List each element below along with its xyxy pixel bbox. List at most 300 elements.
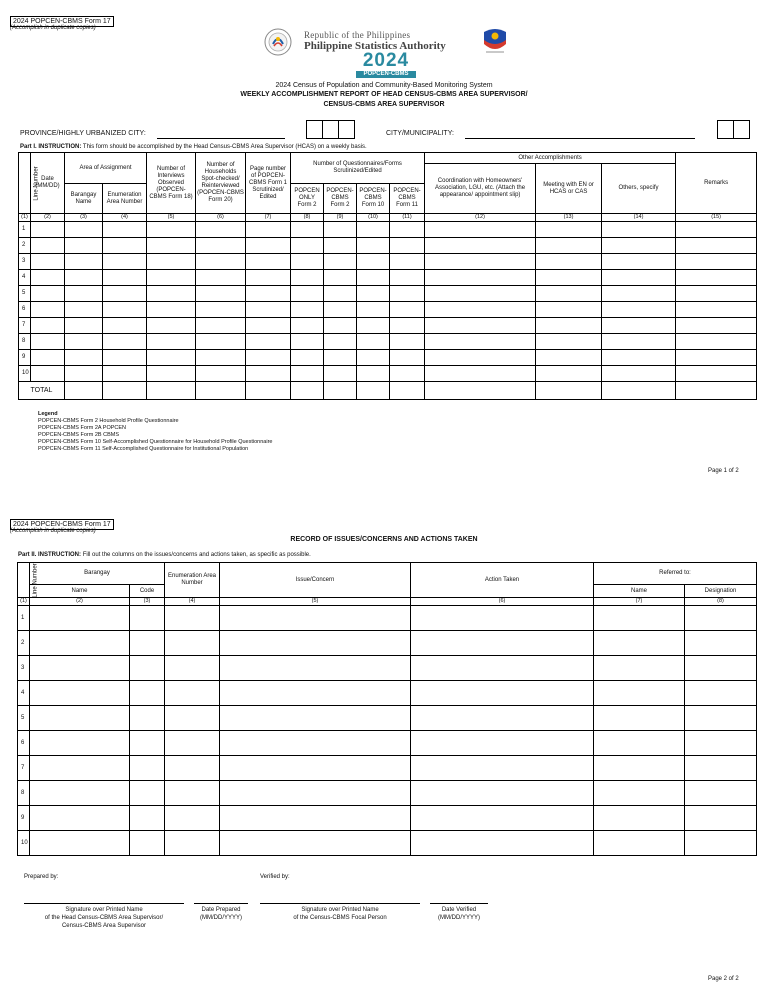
table-cell[interactable] [196, 366, 246, 382]
table-cell[interactable] [291, 350, 324, 366]
table-cell[interactable] [130, 681, 165, 706]
table-cell[interactable] [594, 806, 685, 831]
col-num: (10) [357, 214, 390, 222]
table-cell[interactable] [411, 831, 594, 856]
table-cell[interactable] [390, 318, 425, 334]
table-cell[interactable] [103, 238, 147, 254]
col-referred-to: Referred to: [594, 563, 757, 585]
table-cell[interactable] [147, 334, 196, 350]
table-cell[interactable] [30, 631, 130, 656]
table-cell[interactable] [357, 238, 390, 254]
table-cell[interactable] [65, 318, 103, 334]
table-cell[interactable] [324, 238, 357, 254]
table-cell[interactable] [324, 318, 357, 334]
table-cell[interactable] [411, 706, 594, 731]
table-cell[interactable] [220, 731, 411, 756]
table-cell[interactable] [246, 318, 291, 334]
table-cell[interactable] [676, 222, 757, 238]
table-cell[interactable] [196, 334, 246, 350]
table-cell[interactable] [147, 350, 196, 366]
table-cell[interactable] [165, 831, 220, 856]
table-cell[interactable] [536, 270, 602, 286]
table-cell[interactable] [425, 334, 536, 350]
col-ea-number: Enumeration Area Number [165, 563, 220, 598]
table-cell[interactable] [147, 222, 196, 238]
table-cell[interactable] [130, 631, 165, 656]
table-cell[interactable] [676, 334, 757, 350]
issues-concerns-table [17, 562, 757, 856]
legend-item: POPCEN-CBMS Form 2 Household Profile Questionnaire [38, 418, 179, 424]
table-cell[interactable] [165, 606, 220, 631]
table-cell[interactable] [602, 286, 676, 302]
table-cell[interactable] [411, 731, 594, 756]
date-verified-line[interactable] [430, 903, 488, 904]
table-row [19, 222, 757, 238]
table-cell[interactable] [324, 334, 357, 350]
table-cell[interactable] [103, 366, 147, 382]
table-cell[interactable] [31, 254, 65, 270]
total-label: TOTAL [19, 382, 65, 400]
table-cell[interactable] [246, 382, 291, 400]
table-cell[interactable] [324, 350, 357, 366]
popcen-logo-text: POPCEN-CBMS [356, 71, 416, 78]
city-label: CITY/MUNICIPALITY: [386, 130, 454, 137]
table-cell[interactable] [324, 366, 357, 382]
table-cell[interactable] [425, 222, 536, 238]
table-cell[interactable] [324, 286, 357, 302]
table-cell[interactable] [425, 302, 536, 318]
table-cell[interactable] [685, 606, 757, 631]
table-cell[interactable] [594, 756, 685, 781]
table-cell[interactable] [291, 222, 324, 238]
table-cell[interactable] [390, 254, 425, 270]
table-cell[interactable] [65, 350, 103, 366]
line-number: 2 [18, 631, 30, 656]
table-cell[interactable] [246, 350, 291, 366]
table-cell[interactable] [390, 286, 425, 302]
line-number: 9 [18, 806, 30, 831]
table-cell[interactable] [685, 831, 757, 856]
col-area-of-assignment: Area of Assignment [65, 153, 147, 184]
table-cell[interactable] [676, 286, 757, 302]
table-cell[interactable] [390, 382, 425, 400]
province-code-box-1[interactable] [306, 120, 323, 139]
table-cell[interactable] [357, 350, 390, 366]
table-cell[interactable] [411, 756, 594, 781]
table-cell[interactable] [165, 656, 220, 681]
table-cell[interactable] [602, 270, 676, 286]
table-cell[interactable] [425, 238, 536, 254]
table-cell[interactable] [291, 334, 324, 350]
col-num: (11) [390, 214, 425, 222]
table-cell[interactable] [31, 238, 65, 254]
table-cell[interactable] [65, 334, 103, 350]
table-cell[interactable] [291, 366, 324, 382]
table-cell[interactable] [676, 270, 757, 286]
table-cell[interactable] [676, 302, 757, 318]
preparer-signature-caption [14, 906, 194, 930]
table-cell[interactable] [685, 806, 757, 831]
table-cell[interactable] [390, 350, 425, 366]
table-cell[interactable] [390, 238, 425, 254]
table-cell[interactable] [685, 631, 757, 656]
table-cell[interactable] [602, 366, 676, 382]
caption-line: Signature over Printed Name [65, 907, 143, 913]
table-cell[interactable] [357, 318, 390, 334]
table-cell[interactable] [30, 731, 130, 756]
table-cell[interactable] [536, 334, 602, 350]
table-cell[interactable] [65, 382, 103, 400]
table-cell[interactable] [594, 656, 685, 681]
table-cell[interactable] [536, 238, 602, 254]
table-cell[interactable] [291, 286, 324, 302]
table-cell[interactable] [147, 286, 196, 302]
table-cell[interactable] [536, 382, 602, 400]
table-cell[interactable] [196, 302, 246, 318]
table-cell[interactable] [602, 254, 676, 270]
table-cell[interactable] [30, 706, 130, 731]
table-cell[interactable] [220, 756, 411, 781]
table-cell[interactable] [31, 350, 65, 366]
table-cell[interactable] [685, 706, 757, 731]
table-cell[interactable] [676, 382, 757, 400]
table-cell[interactable] [324, 254, 357, 270]
table-cell[interactable] [411, 606, 594, 631]
line-number: 10 [18, 831, 30, 856]
table-cell[interactable] [676, 366, 757, 382]
table-cell[interactable] [246, 238, 291, 254]
table-cell[interactable] [536, 318, 602, 334]
table-cell[interactable] [425, 270, 536, 286]
table-cell[interactable] [130, 656, 165, 681]
table-cell[interactable] [594, 706, 685, 731]
table-cell[interactable] [291, 270, 324, 286]
table-cell[interactable] [103, 270, 147, 286]
line-number: 8 [19, 334, 31, 350]
table-cell[interactable] [357, 222, 390, 238]
table-cell[interactable] [602, 222, 676, 238]
table-cell[interactable] [30, 831, 130, 856]
table-cell[interactable] [165, 731, 220, 756]
table-cell[interactable] [685, 781, 757, 806]
report-title-line2: CENSUS-CBMS AREA SUPERVISOR [323, 101, 445, 108]
signature-line-preparer[interactable] [24, 903, 184, 904]
table-cell[interactable] [147, 382, 196, 400]
table-cell[interactable] [390, 222, 425, 238]
table-cell[interactable] [676, 318, 757, 334]
table-cell[interactable] [425, 366, 536, 382]
signature-line-verifier[interactable] [260, 903, 420, 904]
table-cell[interactable] [536, 286, 602, 302]
caption-line: (MM/DD/YYYY) [200, 915, 242, 921]
table-cell[interactable] [165, 756, 220, 781]
table-cell[interactable] [103, 334, 147, 350]
col-others-specify: Others, specify [602, 164, 676, 214]
table-cell[interactable] [103, 318, 147, 334]
table-cell[interactable] [390, 366, 425, 382]
table-cell[interactable] [411, 806, 594, 831]
table-cell[interactable] [65, 366, 103, 382]
col-page-number: Page number of POPCEN-CBMS Form 1 Scrutinized/ Edited [246, 153, 291, 214]
table-cell[interactable] [103, 302, 147, 318]
table-cell[interactable] [220, 706, 411, 731]
table-cell[interactable] [30, 781, 130, 806]
table-cell[interactable] [31, 302, 65, 318]
table-cell[interactable] [220, 806, 411, 831]
table-cell[interactable] [196, 238, 246, 254]
table-cell[interactable] [30, 656, 130, 681]
table-cell[interactable] [130, 706, 165, 731]
table-cell[interactable] [165, 631, 220, 656]
table-cell[interactable] [31, 366, 65, 382]
table-cell[interactable] [31, 270, 65, 286]
table-cell[interactable] [357, 366, 390, 382]
line-number: 3 [19, 254, 31, 270]
table-cell[interactable] [536, 254, 602, 270]
col-line-number: Line Number [18, 563, 30, 598]
table-cell[interactable] [130, 606, 165, 631]
table-cell[interactable] [357, 254, 390, 270]
province-code-box-2[interactable] [322, 120, 339, 139]
table-cell[interactable] [220, 781, 411, 806]
table-cell[interactable] [324, 302, 357, 318]
table-cell[interactable] [425, 382, 536, 400]
table-cell[interactable] [30, 806, 130, 831]
table-cell[interactable] [196, 222, 246, 238]
table-cell[interactable] [196, 286, 246, 302]
table-cell[interactable] [65, 302, 103, 318]
caption-line: Date Verified [441, 907, 477, 913]
city-field[interactable] [465, 138, 695, 139]
city-code-box-1[interactable] [717, 120, 734, 139]
caption-line: Signature over Printed Name [301, 907, 379, 913]
table-cell[interactable] [685, 656, 757, 681]
table-cell[interactable] [536, 222, 602, 238]
table-cell[interactable] [602, 302, 676, 318]
table-cell[interactable] [291, 318, 324, 334]
table-cell[interactable] [357, 382, 390, 400]
table-cell[interactable] [676, 254, 757, 270]
table-cell[interactable] [246, 254, 291, 270]
table-cell[interactable] [130, 781, 165, 806]
table-cell[interactable] [676, 350, 757, 366]
table-row [19, 334, 757, 350]
table-cell[interactable] [685, 681, 757, 706]
col-num: (3) [65, 214, 103, 222]
col-popcen-only-form2: POPCEN ONLY Form 2 [291, 184, 324, 214]
caption-line: of the Census-CBMS Focal Person [293, 915, 387, 921]
table-cell[interactable] [411, 781, 594, 806]
col-coordination: Coordination with Homeowners' Association, LGU, etc. (Attach the appearance/ appointment slip) [425, 164, 536, 214]
date-prepared-line[interactable] [194, 903, 248, 904]
page-number-1: Page 1 of 2 [708, 468, 739, 474]
table-cell[interactable] [196, 270, 246, 286]
col-num: (1) [18, 598, 30, 606]
table-cell[interactable] [357, 334, 390, 350]
table-cell[interactable] [220, 831, 411, 856]
table-cell[interactable] [594, 731, 685, 756]
table-cell[interactable] [411, 656, 594, 681]
table-cell[interactable] [220, 681, 411, 706]
table-cell[interactable] [291, 238, 324, 254]
col-num: (13) [536, 214, 602, 222]
republic-label: Republic of the Philippines [304, 30, 411, 40]
table-cell[interactable] [602, 334, 676, 350]
part2-instruction-label: Part II. INSTRUCTION: [18, 552, 82, 558]
table-cell[interactable] [196, 350, 246, 366]
table-cell[interactable] [536, 366, 602, 382]
table-cell[interactable] [130, 731, 165, 756]
col-barangay-code: Code [130, 585, 165, 598]
table-cell[interactable] [130, 756, 165, 781]
col-num: (15) [676, 214, 757, 222]
table-cell[interactable] [147, 318, 196, 334]
form-note: (Accomplish in duplicate copies) [10, 25, 96, 31]
date-prepared-caption [186, 906, 256, 922]
line-number: 9 [19, 350, 31, 366]
table-cell[interactable] [390, 302, 425, 318]
agency-name: Philippine Statistics Authority [304, 40, 446, 52]
table-cell[interactable] [31, 318, 65, 334]
table-cell[interactable] [65, 270, 103, 286]
table-cell[interactable] [676, 238, 757, 254]
table-row [19, 286, 757, 302]
issues-title: RECORD OF ISSUES/CONCERNS AND ACTIONS TAKEN [290, 536, 478, 543]
table-cell[interactable] [65, 286, 103, 302]
table-cell[interactable] [425, 286, 536, 302]
table-cell[interactable] [536, 350, 602, 366]
table-cell[interactable] [65, 238, 103, 254]
col-num: (6) [411, 598, 594, 606]
province-code-box-3[interactable] [338, 120, 355, 139]
table-cell[interactable] [425, 254, 536, 270]
table-cell[interactable] [324, 222, 357, 238]
table-cell[interactable] [246, 334, 291, 350]
province-field[interactable] [157, 138, 285, 139]
table-cell[interactable] [196, 382, 246, 400]
table-cell[interactable] [165, 706, 220, 731]
table-row [19, 270, 757, 286]
col-action-taken: Action Taken [411, 563, 594, 598]
line-number: 10 [19, 366, 31, 382]
table-cell[interactable] [246, 366, 291, 382]
line-number: 1 [18, 606, 30, 631]
table-cell[interactable] [602, 350, 676, 366]
table-cell[interactable] [130, 831, 165, 856]
table-cell[interactable] [324, 382, 357, 400]
col-barangay-name: Name [30, 585, 130, 598]
part2-instruction [18, 552, 311, 558]
table-cell[interactable] [425, 350, 536, 366]
table-cell[interactable] [602, 318, 676, 334]
table-row [19, 350, 757, 366]
table-row [18, 731, 757, 756]
table-cell[interactable] [357, 286, 390, 302]
table-cell[interactable] [390, 270, 425, 286]
table-cell[interactable] [246, 302, 291, 318]
table-cell[interactable] [130, 806, 165, 831]
table-cell[interactable] [103, 222, 147, 238]
table-cell[interactable] [594, 781, 685, 806]
table-cell[interactable] [103, 350, 147, 366]
table-cell[interactable] [246, 270, 291, 286]
verifier-signature-caption [250, 906, 430, 922]
table-cell[interactable] [594, 831, 685, 856]
table-cell[interactable] [147, 302, 196, 318]
table-cell[interactable] [594, 631, 685, 656]
form-tag: 2024 POPCEN-CBMS Form 17 [10, 16, 114, 27]
table-cell[interactable] [196, 254, 246, 270]
table-cell[interactable] [357, 302, 390, 318]
table-cell[interactable] [425, 318, 536, 334]
city-code-box-2[interactable] [733, 120, 750, 139]
table-cell[interactable] [411, 631, 594, 656]
table-cell[interactable] [147, 270, 196, 286]
table-cell[interactable] [536, 302, 602, 318]
table-cell[interactable] [291, 382, 324, 400]
table-cell[interactable] [291, 254, 324, 270]
table-cell[interactable] [30, 606, 130, 631]
table-cell[interactable] [31, 334, 65, 350]
table-cell[interactable] [65, 254, 103, 270]
table-cell[interactable] [594, 606, 685, 631]
table-cell[interactable] [31, 286, 65, 302]
col-num: (5) [220, 598, 411, 606]
table-cell[interactable] [220, 606, 411, 631]
table-cell[interactable] [390, 334, 425, 350]
table-cell[interactable] [165, 681, 220, 706]
table-cell[interactable] [324, 270, 357, 286]
table-cell[interactable] [291, 302, 324, 318]
table-cell[interactable] [220, 631, 411, 656]
table-cell[interactable] [165, 781, 220, 806]
table-cell[interactable] [147, 254, 196, 270]
table-cell[interactable] [246, 222, 291, 238]
table-cell[interactable] [685, 731, 757, 756]
table-cell[interactable] [165, 806, 220, 831]
table-cell[interactable] [411, 681, 594, 706]
table-cell[interactable] [65, 222, 103, 238]
table-row [18, 806, 757, 831]
table-cell[interactable] [30, 681, 130, 706]
table-row [18, 781, 757, 806]
caption-line: Census-CBMS Area Supervisor [61, 923, 147, 929]
col-num: (1) [19, 214, 31, 222]
table-cell[interactable] [594, 681, 685, 706]
table-cell[interactable] [196, 318, 246, 334]
table-cell[interactable] [685, 756, 757, 781]
column-number-row [18, 598, 757, 606]
table-cell[interactable] [147, 366, 196, 382]
table-cell[interactable] [602, 382, 676, 400]
table-cell[interactable] [103, 286, 147, 302]
part1-instruction-label: Part I. INSTRUCTION: [20, 144, 82, 150]
table-cell[interactable] [246, 286, 291, 302]
table-cell[interactable] [220, 656, 411, 681]
line-number: 5 [19, 286, 31, 302]
prepared-by-label: Prepared by: [24, 874, 59, 880]
table-cell[interactable] [602, 238, 676, 254]
census-title: 2024 Census of Population and Community-Based Monitoring System [275, 82, 493, 89]
col-households-spot-checked: Number of Households Spot-checked/ Reinterviewed (POPCEN-CBMS Form 20) [196, 153, 246, 214]
table-cell[interactable] [357, 270, 390, 286]
table-cell[interactable] [103, 382, 147, 400]
table-cell[interactable] [103, 254, 147, 270]
part1-instruction [20, 144, 367, 150]
table-cell[interactable] [147, 238, 196, 254]
table-cell[interactable] [30, 756, 130, 781]
table-cell[interactable] [31, 222, 65, 238]
